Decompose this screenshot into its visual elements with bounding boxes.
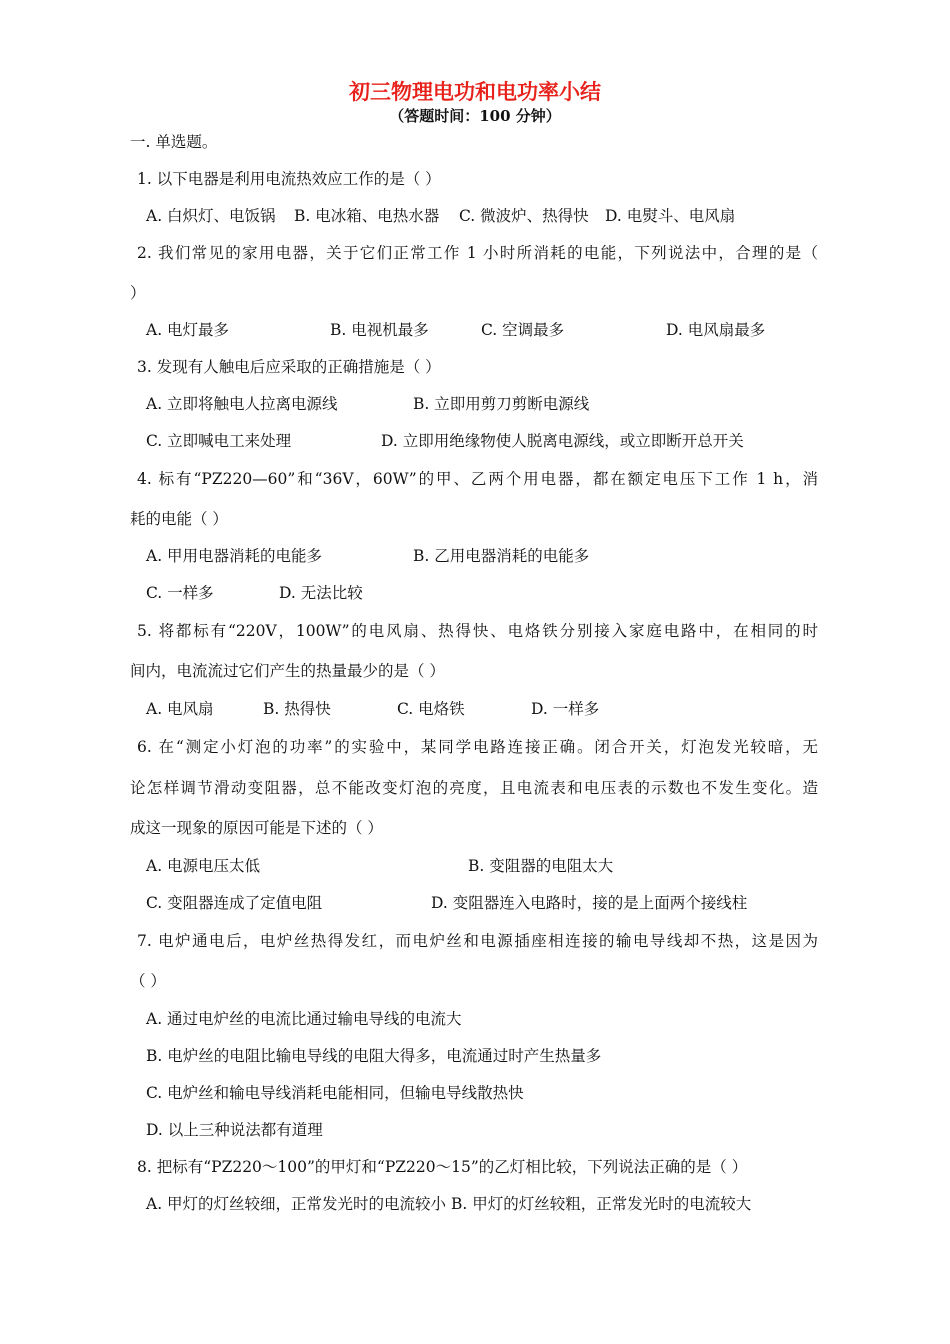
question-5-option-b: B. 热得快: [263, 700, 331, 718]
question-1-option-c: C. 微波炉、热得快: [459, 207, 589, 225]
question-7-stem-line-1: 7. 电炉通电后，电炉丝热得发红，而电炉丝和电源插座相连接的输电导线却不热，这是因为: [137, 932, 818, 950]
question-6-option-c: C. 变阻器连成了定值电阻: [146, 894, 323, 912]
question-5-option-a: A. 电风扇: [146, 700, 214, 718]
question-7-stem-line-2: （ ）: [130, 972, 166, 990]
question-4-stem-line-2: 耗的电能（ ）: [130, 510, 228, 528]
question-2-option-b: B. 电视机最多: [330, 321, 429, 339]
page-title: 初三物理电功和电功率小结: [349, 79, 601, 104]
question-4-option-b: B. 乙用电器消耗的电能多: [413, 547, 590, 565]
question-4-option-c: C. 一样多: [146, 584, 214, 602]
question-2-stem-line-1: 2. 我们常见的家用电器，关于它们正常工作 1 小时所消耗的电能，下列说法中，合理的是（: [137, 244, 818, 262]
question-2-option-d: D. 电风扇最多: [666, 321, 766, 339]
question-2-option-c: C. 空调最多: [481, 321, 565, 339]
question-3-option-d: D. 立即用绝缘物使人脱离电源线，或立即断开总开关: [381, 432, 744, 450]
question-6-stem-line-2: 论怎样调节滑动变阻器，总不能改变灯泡的亮度，且电流表和电压表的示数也不发生变化。造: [130, 779, 818, 797]
question-7-option-a: A. 通过电炉丝的电流比通过输电导线的电流大: [146, 1010, 462, 1028]
question-4-option-a: A. 甲用电器消耗的电能多: [146, 547, 323, 565]
question-2-option-a: A. 电灯最多: [146, 321, 230, 339]
question-3-option-c: C. 立即喊电工来处理: [146, 432, 292, 450]
question-3-option-b: B. 立即用剪刀剪断电源线: [413, 395, 590, 413]
question-3-option-a: A. 立即将触电人拉离电源线: [146, 395, 338, 413]
question-7-option-c: C. 电炉丝和输电导线消耗电能相同，但输电导线散热快: [146, 1084, 524, 1102]
question-6-stem-line-3: 成这一现象的原因可能是下述的（ ）: [130, 819, 383, 837]
question-7-option-d: D. 以上三种说法都有道理: [146, 1121, 323, 1139]
page-subtitle: （答题时间：100 分钟）: [389, 107, 561, 125]
question-5-stem-line-2: 间内，电流流过它们产生的热量最少的是（ ）: [130, 662, 445, 680]
question-3-stem: 3. 发现有人触电后应采取的正确措施是（ ）: [137, 358, 441, 376]
question-1-option-d: D. 电熨斗、电风扇: [605, 207, 736, 225]
question-4-stem-line-1: 4. 标有“PZ220—60”和“36V，60W”的甲、乙两个用电器，都在额定电压下工作 1 h，消: [137, 470, 818, 488]
question-1-stem: 1. 以下电器是利用电流热效应工作的是（ ）: [137, 170, 441, 188]
question-6-option-b: B. 变阻器的电阻太大: [468, 857, 614, 875]
question-5-option-c: C. 电烙铁: [397, 700, 465, 718]
question-6-option-d: D. 变阻器连入电路时，接的是上面两个接线柱: [431, 894, 748, 912]
question-5-stem-line-1: 5. 将都标有“220V，100W”的电风扇、热得快、电烙铁分别接入家庭电路中，在相同的时: [137, 622, 818, 640]
question-7-option-b: B. 电炉丝的电阻比输电导线的电阻大得多，电流通过时产生热量多: [146, 1047, 602, 1065]
question-8-option-ab: A. 甲灯的灯丝较细，正常发光时的电流较小 B. 甲灯的灯丝较粗，正常发光时的电流较大: [146, 1195, 752, 1213]
question-6-option-a: A. 电源电压太低: [146, 857, 261, 875]
question-6-stem-line-1: 6. 在“测定小灯泡的功率”的实验中，某同学电路连接正确。闭合开关，灯泡发光较暗，无: [137, 738, 818, 756]
question-2-stem-line-2: ）: [130, 284, 146, 302]
question-1-option-a: A. 白炽灯、电饭锅: [146, 207, 276, 225]
question-4-option-d: D. 无法比较: [279, 584, 363, 602]
question-5-option-d: D. 一样多: [531, 700, 600, 718]
question-8-stem: 8. 把标有“PZ220～100”的甲灯和“PZ220～15”的乙灯相比较，下列说法正确的是（ ）: [137, 1158, 748, 1176]
question-1-option-b: B. 电冰箱、电热水器: [294, 207, 440, 225]
section-heading: 一. 单选题。: [130, 133, 218, 151]
